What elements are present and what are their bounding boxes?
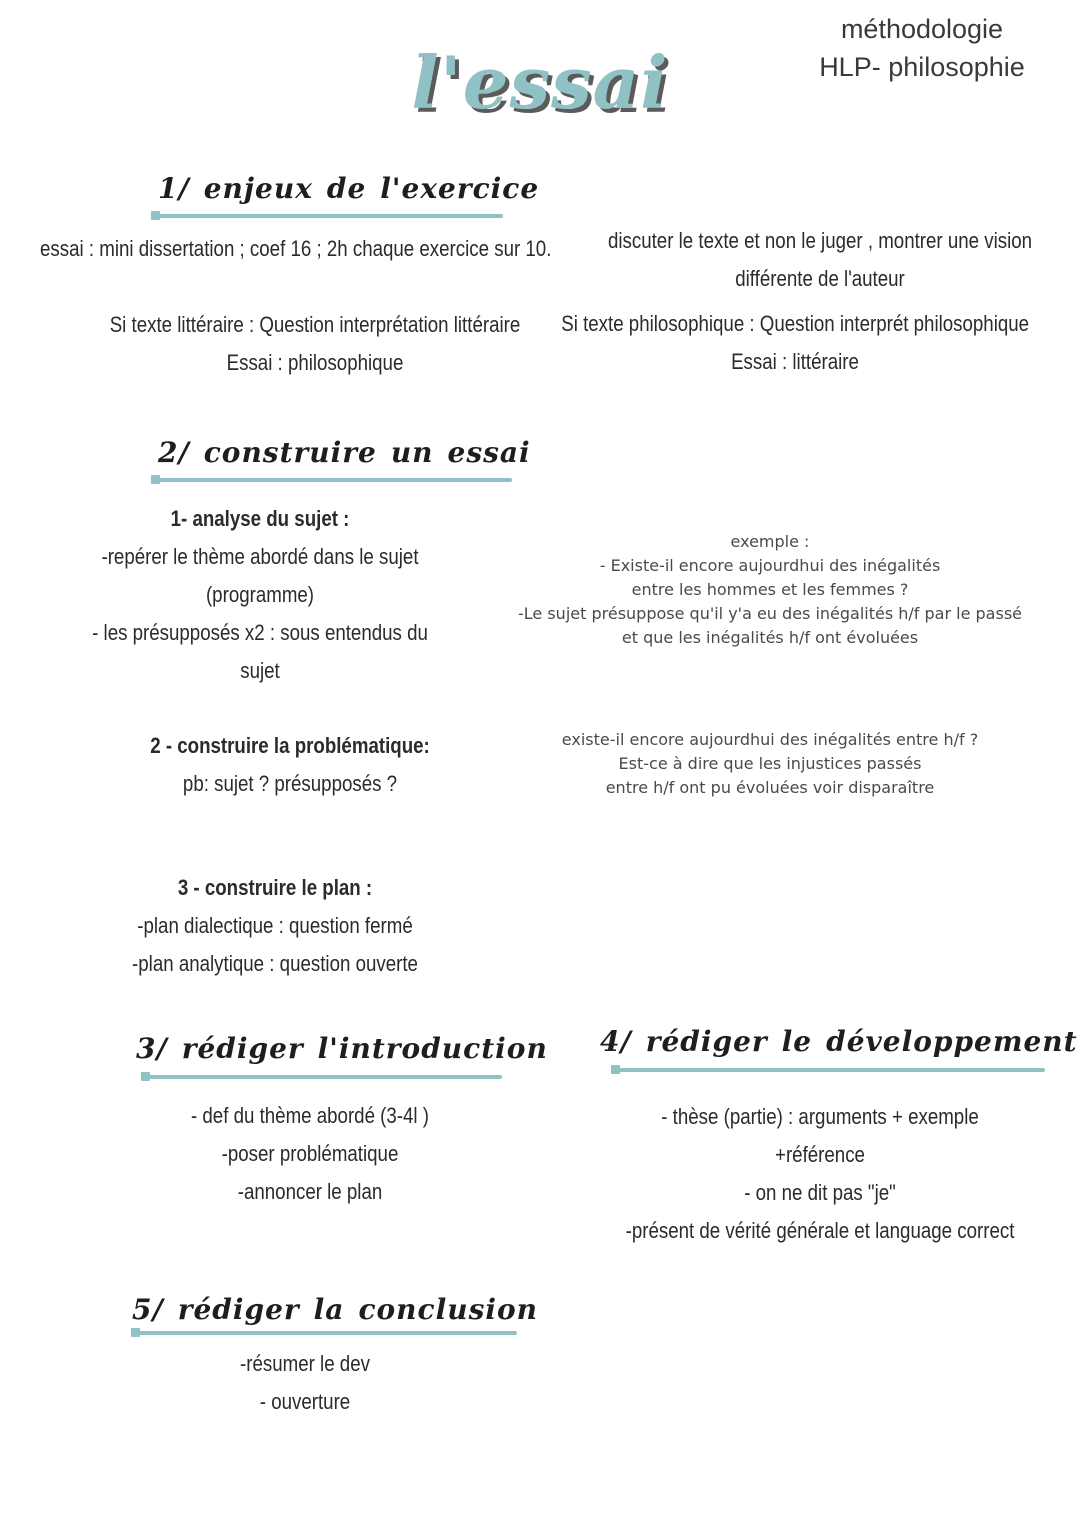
essai-definition: essai : mini dissertation ; coef 16 ; 2h chaque exercice sur 10. bbox=[40, 236, 552, 261]
step2-block bbox=[103, 727, 477, 803]
development-line: -présent de vérité générale et language correct bbox=[625, 1218, 1015, 1243]
development-line: - thèse (partie) : arguments + exemple bbox=[661, 1104, 979, 1129]
section2-heading-word: essai bbox=[447, 436, 531, 469]
introduction-line: -annoncer le plan bbox=[237, 1179, 383, 1204]
page-title: l'essai bbox=[411, 40, 669, 125]
section2-heading-word: un bbox=[390, 436, 434, 469]
section2-number: 2/ bbox=[158, 436, 190, 469]
section3-heading-word: l'introduction bbox=[317, 1032, 548, 1065]
section1-heading-word: l'exercice bbox=[380, 172, 540, 205]
philosophical-case-line: Essai : littéraire bbox=[731, 349, 859, 374]
step3-block bbox=[88, 869, 462, 983]
section3-heading-word: rédiger bbox=[181, 1032, 304, 1065]
section1-heading-word: enjeux bbox=[203, 172, 313, 205]
literary-case-line: Essai : philosophique bbox=[226, 350, 404, 375]
section2-heading bbox=[158, 436, 531, 469]
section2-underline bbox=[155, 478, 512, 482]
section3-heading bbox=[136, 1032, 548, 1065]
step3-line: -plan analytique : question ouverte bbox=[132, 951, 418, 976]
section1-number: 1/ bbox=[158, 172, 190, 205]
corner-line-methodology: méthodologie bbox=[840, 14, 1004, 44]
problematic-example bbox=[500, 728, 1040, 800]
step1-line: (programme) bbox=[205, 582, 315, 607]
philosophical-case-line: Si texte philosophique : Question interprét philosophique bbox=[561, 311, 1030, 336]
example-line: - Existe-il encore aujourdhui des inégalités bbox=[599, 556, 941, 575]
section4-heading bbox=[600, 1025, 1078, 1058]
conclusion-line: -résumer le dev bbox=[240, 1351, 370, 1376]
section1-heading bbox=[158, 172, 539, 205]
literary-case-line: Si texte littéraire : Question interprétation littéraire bbox=[109, 312, 521, 337]
conclusion-block bbox=[118, 1345, 492, 1421]
step1-line: sujet bbox=[240, 658, 280, 683]
development-line: - on ne dit pas "je" bbox=[744, 1180, 896, 1205]
section3-number: 3/ bbox=[136, 1032, 168, 1065]
literary-case bbox=[64, 306, 566, 382]
example-line: entre les hommes et les femmes ? bbox=[631, 580, 909, 599]
problematic-line: Est-ce à dire que les injustices passés bbox=[618, 754, 922, 773]
section5-number: 5/ bbox=[132, 1293, 164, 1326]
step1-line: - les présupposés x2 : sous entendus du bbox=[92, 620, 428, 645]
section5-heading bbox=[132, 1293, 538, 1326]
section5-heading-word: conclusion bbox=[358, 1293, 538, 1326]
section4-heading-word: développement bbox=[826, 1025, 1078, 1058]
step1-title: 1- analyse du sujet : bbox=[170, 506, 350, 531]
corner-line-subject: HLP- philosophie bbox=[819, 52, 1025, 82]
conclusion-line: - ouverture bbox=[259, 1389, 351, 1414]
essai-goal bbox=[599, 222, 1041, 298]
example-block bbox=[500, 530, 1040, 650]
introduction-line: - def du thème abordé (3-4l ) bbox=[190, 1103, 430, 1128]
section1-underline bbox=[155, 214, 503, 218]
section2-heading-word: construire bbox=[203, 436, 377, 469]
problematic-line: existe-il encore aujourdhui des inégalités entre h/f ? bbox=[561, 730, 979, 749]
example-line: -Le sujet présuppose qu'il y'a eu des inégalités h/f par le passé bbox=[518, 604, 1022, 623]
introduction-line: -poser problématique bbox=[221, 1141, 399, 1166]
step2-line: pb: sujet ? présupposés ? bbox=[182, 771, 398, 796]
section4-heading-word: le bbox=[781, 1025, 813, 1058]
section5-heading-word: rédiger bbox=[177, 1293, 300, 1326]
section4-underline bbox=[615, 1068, 1045, 1072]
development-block bbox=[608, 1098, 1033, 1250]
example-line: exemple : bbox=[730, 532, 810, 551]
problematic-line: entre h/f ont pu évoluées voir disparaître bbox=[605, 778, 935, 797]
step2-title: 2 - construire la problématique: bbox=[150, 733, 430, 758]
section4-heading-word: rédiger bbox=[645, 1025, 768, 1058]
step3-title: 3 - construire le plan : bbox=[177, 875, 373, 900]
introduction-block bbox=[123, 1097, 497, 1211]
section1-heading-word: de bbox=[326, 172, 367, 205]
step1-line: -repérer le thème abordé dans le sujet bbox=[101, 544, 419, 569]
section3-underline bbox=[145, 1075, 502, 1079]
section5-underline bbox=[135, 1331, 517, 1335]
development-line: +référence bbox=[775, 1142, 865, 1167]
essai-goal-line: discuter le texte et non le juger , montrer une vision bbox=[607, 228, 1033, 253]
example-line: et que les inégalités h/f ont évoluées bbox=[621, 628, 919, 647]
essai-goal-line: différente de l'auteur bbox=[735, 266, 905, 291]
philosophical-case bbox=[561, 305, 1029, 381]
section5-heading-word: la bbox=[313, 1293, 345, 1326]
step1-block bbox=[73, 500, 447, 690]
step3-line: -plan dialectique : question fermé bbox=[137, 913, 413, 938]
section4-number: 4/ bbox=[600, 1025, 632, 1058]
